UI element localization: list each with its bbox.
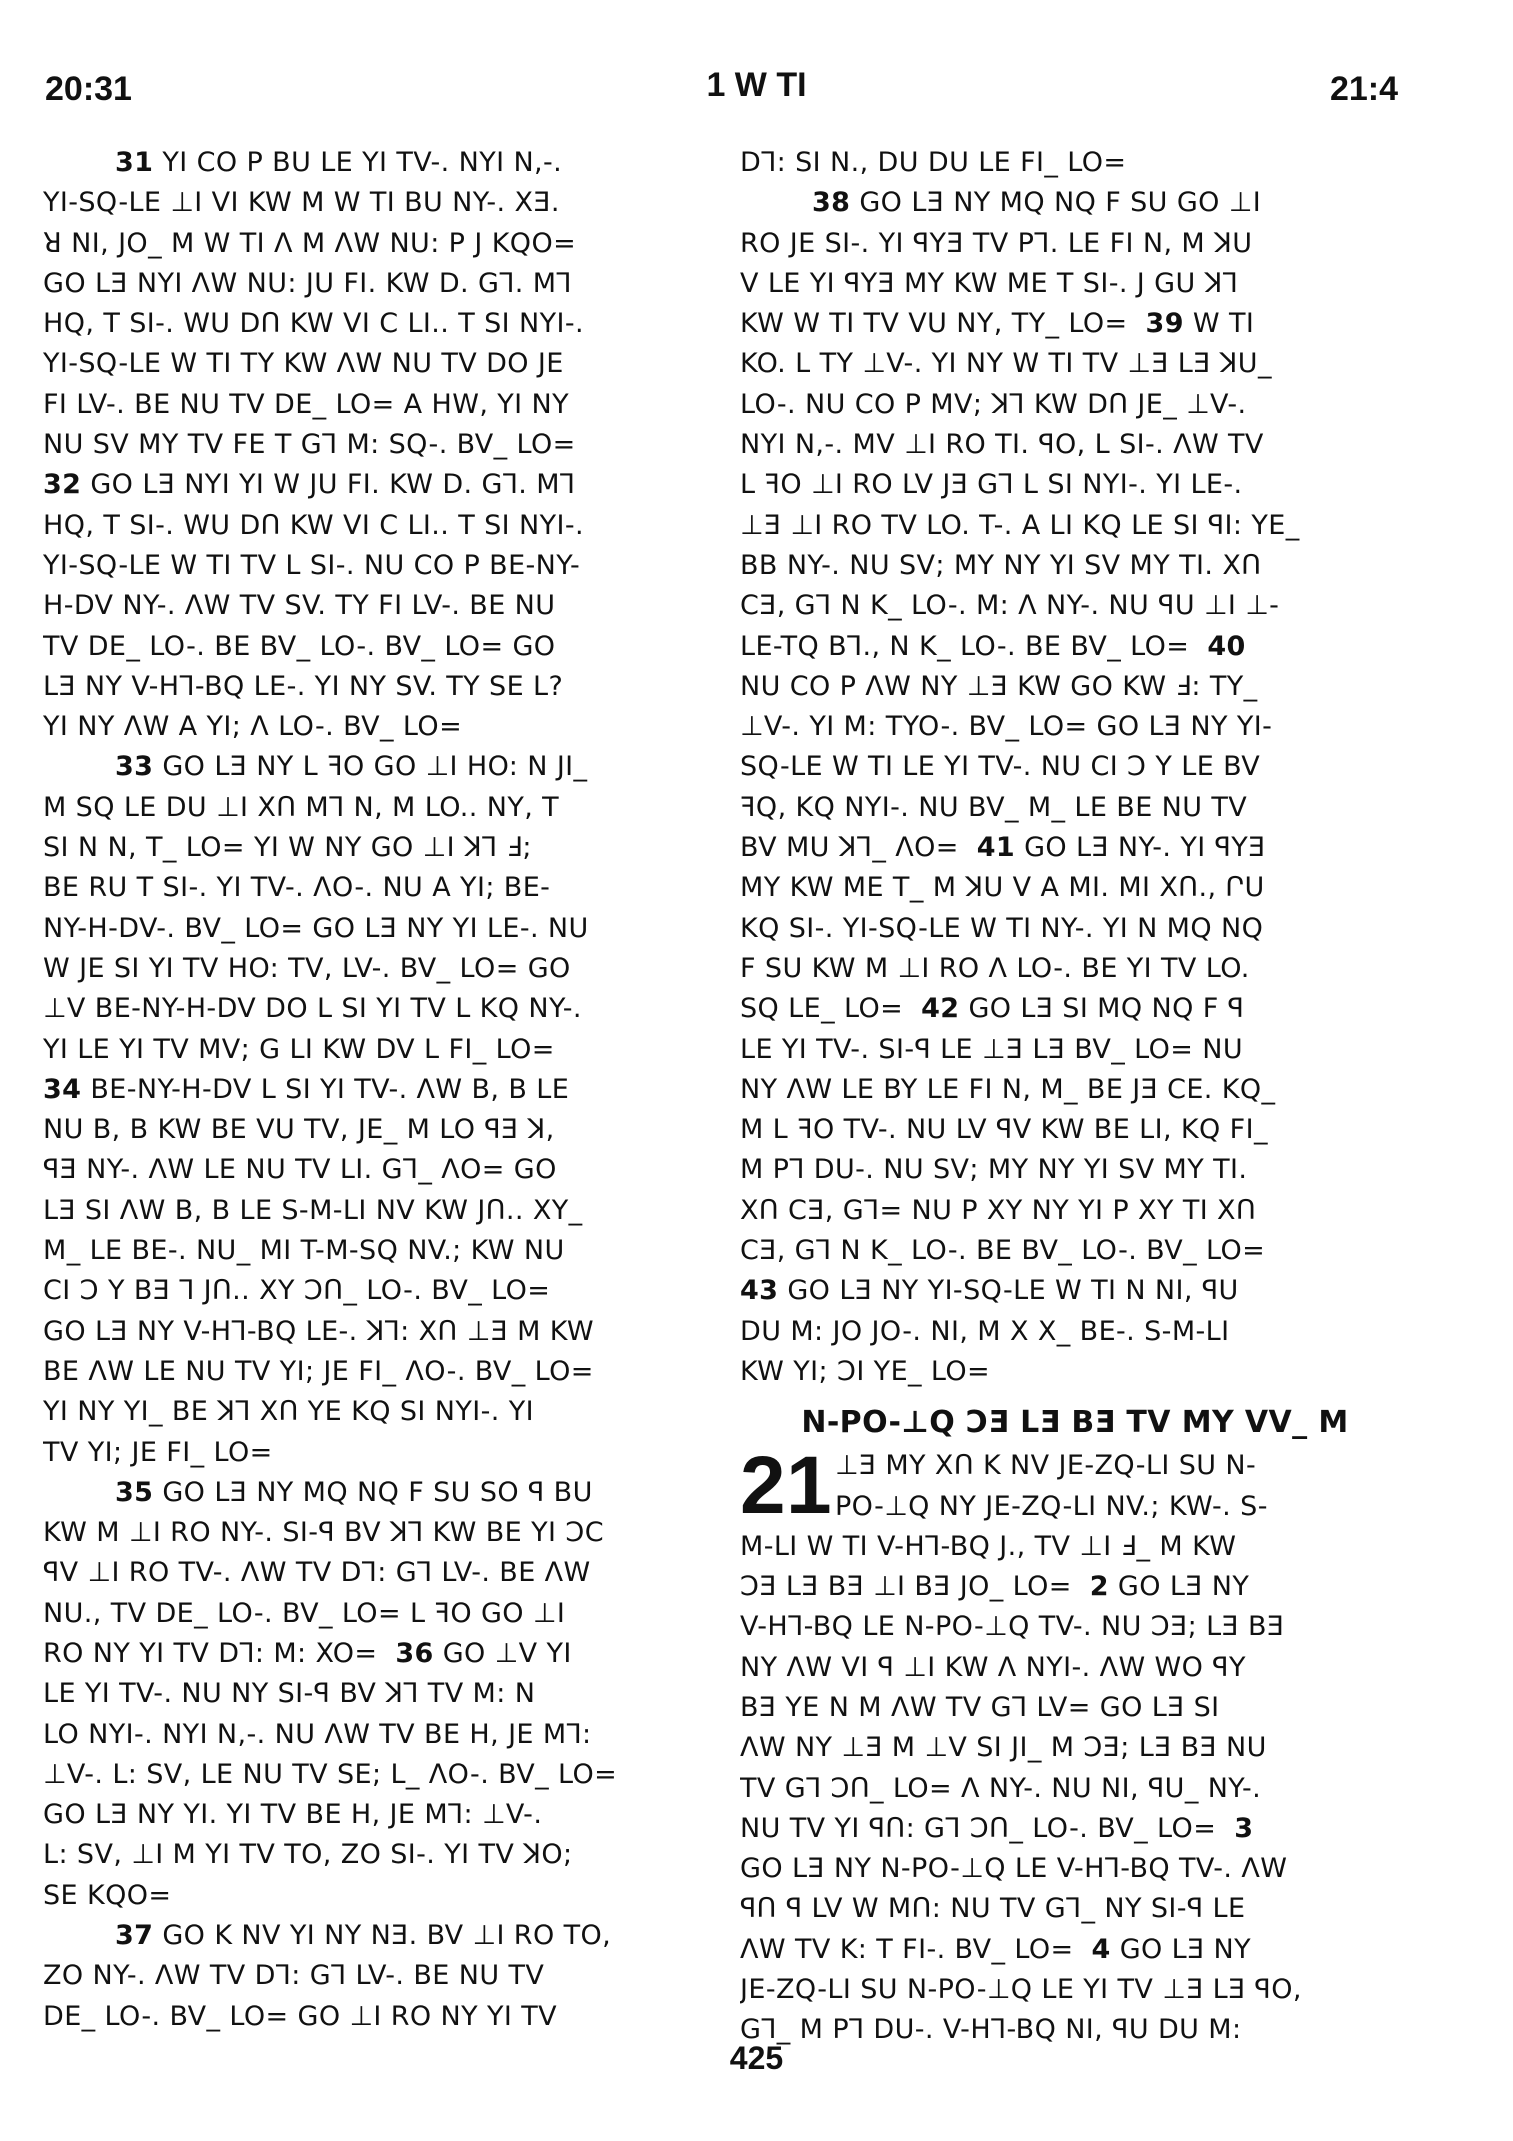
text-line: [43, 143, 713, 183]
text-line: [43, 1755, 713, 1795]
text-line: [43, 1876, 713, 1916]
verse-text: V LE YI ꟼYƎ MY KW ME T SI-. J GU ꓘ⅂: [740, 267, 1239, 299]
text-line: [740, 304, 1410, 344]
verse-text: NY-H-DV-. BV_ LO= GO LƎ NY YI LE-. NU: [43, 912, 589, 944]
verse-text: ΛW NY ⊥Ǝ M ⊥V SI JI_ M ƆƎ; LƎ BƎ NU: [740, 1732, 1267, 1764]
text-line: [740, 909, 1410, 949]
verse-text: XՈ CƎ, G⅂= NU P XY NY YI P XY TI XՈ: [740, 1194, 1257, 1226]
verse-text: DE_ LO-. BV_ LO= GO ⊥I RO NY YI TV: [43, 2000, 557, 2032]
verse-text: YI NY ΛW A YI; Λ LO-. BV_ LO=: [43, 711, 463, 743]
verse-text: ⊥V BE-NY-H-DV DO L SI YI TV L KQ NY-.: [43, 993, 582, 1025]
verse-text: LO NYI-. NYI N,-. NU ΛW TV BE H, JE M⅂:: [43, 1718, 592, 1750]
verse-text: M L ꟻO TV-. NU LV ꟼV KW BE LI, KQ FI_: [740, 1114, 1268, 1146]
verse-text: LO-. NU CO P MV; ꓘ⅂ KW DՈ JE_ ⊥V-.: [740, 388, 1247, 420]
text-line: [43, 1916, 713, 1956]
verse-text: BE RU T SI-. YI TV-. ΛO-. NU A YI; BE-: [43, 872, 551, 904]
chapter-heading: N-PO-⊥Q ƆƎ LƎ BƎ TV MY VV_ M: [801, 1405, 1349, 1441]
verse-text: GO LƎ NY: [1108, 1571, 1250, 1603]
verse-text: NY ΛW VI ꟼ ⊥I KW Λ NYI-. ΛW WO ꟼY: [740, 1651, 1246, 1683]
text-line: [740, 828, 1410, 868]
text-line: [740, 264, 1410, 304]
text-line: [43, 344, 713, 384]
verse-text: PO-⊥Q NY JE-ZQ-LI NV.; KW-. S-: [835, 1490, 1268, 1522]
text-line: [740, 1607, 1410, 1647]
text-line: [740, 465, 1410, 505]
text-line: [740, 788, 1410, 828]
text-line: [740, 1150, 1410, 1190]
verse-text: NU., TV DE_ LO-. BV_ LO= L ꟻO GO ⊥I: [43, 1597, 566, 1629]
text-line: [43, 1150, 713, 1190]
verse-text: L ꟻO ⊥I RO LV JƎ G⅂ L SI NYI-. YI LE-.: [740, 469, 1243, 501]
text-line: [43, 909, 713, 949]
right-text-column: [740, 143, 1410, 2051]
verse-number: 39: [1145, 308, 1184, 340]
verse-text: YI-SQ-LE W TI TY KW ΛW NU TV DO JE: [43, 348, 564, 380]
verse-text: KW YI; ƆI YE_ LO=: [740, 1355, 991, 1387]
verse-text: BB NY-. NU SV; MY NY YI SV MY TI. XՈ: [740, 549, 1262, 581]
verse-number: 32: [43, 469, 82, 501]
text-line: [740, 1352, 1410, 1392]
verse-text: GO LƎ NY-. YI ꟼYƎ: [1015, 832, 1266, 864]
text-line: [43, 1191, 713, 1231]
verse-text: SQ-LE W TI LE YI TV-. NU CI Ɔ Y LE BV: [740, 751, 1261, 783]
verse-text: GO LƎ NY N-PO-⊥Q LE V-H⅂-BQ TV-. ΛW: [740, 1853, 1288, 1885]
text-line: [740, 949, 1410, 989]
text-line: [43, 1473, 713, 1513]
verse-text: ⊥Ǝ MY XՈ K NV JE-ZQ-LI SU N-: [835, 1450, 1257, 1482]
verse-text: NU TV YI ꟼՈ: G⅂ ƆՈ_ LO-. BV_ LO=: [740, 1812, 1217, 1844]
verse-text: YI-SQ-LE W TI TV L SI-. NU CO P BE-NY-: [43, 549, 581, 581]
verse-text: M P⅂ DU-. NU SV; MY NY YI SV MY TI.: [740, 1154, 1248, 1186]
verse-text: HQ, T SI-. WU DՈ KW VI C LI.. T SI NYI-.: [43, 509, 584, 541]
verse-text: YI-SQ-LE ⊥I VI KW M W TI BU NY-. XƎ.: [43, 187, 560, 219]
text-line: [43, 1433, 713, 1473]
text-line: [740, 1110, 1410, 1150]
verse-text: SE KQO=: [43, 1879, 172, 1911]
verse-text: GO LƎ NY MQ NQ F SU SO ꟼ BU: [153, 1476, 593, 1508]
text-line: [740, 1889, 1410, 1929]
text-line: [740, 1191, 1410, 1231]
text-line: [43, 1231, 713, 1271]
text-line: [43, 1070, 713, 1110]
text-line: [740, 1487, 1410, 1527]
verse-text: HQ, T SI-. WU DՈ KW VI C LI.. T SI NYI-.: [43, 308, 584, 340]
text-line: [740, 1446, 1410, 1486]
text-line: [740, 1688, 1410, 1728]
text-line: [43, 667, 713, 707]
text-line: [740, 1648, 1410, 1688]
text-line: [740, 344, 1410, 384]
text-line: [43, 1674, 713, 1714]
text-line: [43, 1997, 713, 2037]
verse-text: GO LƎ NY MQ NQ F SU GO ⊥I: [850, 187, 1262, 219]
chapter-body: [740, 1440, 1410, 2050]
verse-text: GO K NV YI NY NƎ. BV ⊥I RO TO,: [153, 1920, 612, 1952]
text-line: [43, 385, 713, 425]
verse-text: ꟼՈ ꟼ LV W MՈ: NU TV G⅂_ NY SI-ꟼ LE: [740, 1893, 1246, 1925]
verse-text: H-DV NY-. ΛW TV SV. TY FI LV-. BE NU: [43, 590, 556, 622]
verse-number: 4: [1091, 1933, 1111, 1965]
verse-text: M-LI W TI V-H⅂-BQ J., TV ⊥I Ⅎ_ M KW: [740, 1530, 1237, 1562]
verse-text: V-H⅂-BQ LE N-PO-⊥Q TV-. NU ƆƎ; LƎ BƎ: [740, 1611, 1285, 1643]
running-head-right: 21:4: [1329, 70, 1398, 108]
text-line: [43, 949, 713, 989]
verse-number: 41: [976, 832, 1016, 864]
text-line: [740, 1809, 1410, 1849]
text-line: [43, 586, 713, 626]
verse-number: 35: [115, 1476, 154, 1508]
text-line: [740, 868, 1410, 908]
verse-text: LE YI TV-. NU NY SI-ꟼ BV ꓘ⅂ TV M: N: [43, 1678, 536, 1710]
verse-text: YI LE YI TV MV; G LI KW DV L FI_ LO=: [43, 1033, 555, 1065]
text-line: [740, 546, 1410, 586]
text-line: [43, 1110, 713, 1150]
text-line: [740, 506, 1410, 546]
text-line: [43, 989, 713, 1029]
verse-number: 31: [115, 147, 154, 178]
verse-text: KW M ⊥I RO NY-. SI-ꟼ BV ꓘ⅂ KW BE YI ƆC: [43, 1517, 605, 1549]
text-line: [740, 1030, 1410, 1070]
verse-number: 33: [115, 751, 154, 783]
verse-text: GO LƎ NYI YI W JU FI. KW D. G⅂. M⅂: [81, 469, 576, 501]
verse-text: ꟼV ⊥I RO TV-. ΛW TV D⅂: G⅂ LV-. BE ΛW: [43, 1557, 591, 1589]
verse-text: F SU KW M ⊥I RO Λ LO-. BE YI TV LO.: [740, 952, 1250, 984]
verse-number: 3: [1234, 1812, 1254, 1844]
verse-text: CI Ɔ Y BƎ ⅂ JՈ.. XY ƆՈ_ LO-. BV_ LO=: [43, 1275, 551, 1307]
verse-text: SI N N, T_ LO= YI W NY GO ⊥I ꓘ⅂ Ⅎ;: [43, 832, 532, 864]
text-line: [43, 1513, 713, 1553]
text-line: [740, 183, 1410, 223]
text-line: [740, 1070, 1410, 1110]
text-line: [740, 224, 1410, 264]
text-line: [43, 1835, 713, 1875]
text-line: [43, 264, 713, 304]
text-line: [740, 667, 1410, 707]
verse-text: KW W TI TV VU NY, TY_ LO=: [740, 308, 1128, 340]
text-line: [43, 1553, 713, 1593]
verse-text: NU B, B KW BE VU TV, JE_ M LO ꟼƎ ꓘ,: [43, 1114, 555, 1146]
text-line: [740, 1567, 1410, 1607]
verse-text: ꟼƎ NY-. ΛW LE NU TV LI. G⅂_ ΛO= GO: [43, 1154, 557, 1186]
verse-text: YI NY YI_ BE ꓘ⅂ XՈ YE KQ SI NYI-. YI: [43, 1396, 534, 1428]
verse-text: ΛW TV K: T FI-. BV_ LO=: [740, 1933, 1074, 1965]
running-head-left: 20:31: [45, 70, 132, 108]
verse-number: 42: [921, 993, 960, 1025]
text-line: [740, 1849, 1410, 1889]
verse-text: SQ LE_ LO=: [740, 993, 904, 1025]
verse-text: JE-ZQ-LI SU N-PO-⊥Q LE YI TV ⊥Ǝ LƎ ꟼO,: [740, 1974, 1302, 2006]
verse-text: W TI: [1183, 308, 1255, 340]
text-line: [740, 1527, 1410, 1567]
verse-text: MY KW ME T_ M ꓘU V A MI. MI XՈ., ՐU: [740, 872, 1265, 904]
text-line: [43, 304, 713, 344]
text-line: [43, 1312, 713, 1352]
text-line: [43, 1715, 713, 1755]
verse-text: DU M: JO JO-. NI, M X X_ BE-. S-M-LI: [740, 1315, 1230, 1347]
book-title: 1 W TI: [706, 66, 807, 104]
text-line: [43, 506, 713, 546]
verse-number: 36: [395, 1637, 434, 1669]
verse-number: 43: [740, 1275, 779, 1307]
text-line: [740, 747, 1410, 787]
page-number: 425: [729, 2040, 784, 2076]
verse-text: LƎ SI ΛW B, B LE S-M-LI NV KW JՈ.. XY_: [43, 1194, 583, 1226]
verse-text: LE-TQ B⅂., N K_ LO-. BE BV_ LO=: [740, 630, 1190, 662]
text-line: [740, 1769, 1410, 1809]
text-line: [740, 143, 1410, 183]
text-line: [43, 1795, 713, 1835]
verse-text: G⅂_ M P⅂ DU-. V-H⅂-BQ NI, ꟼU DU M:: [740, 2014, 1242, 2046]
verse-text: ZO NY-. ΛW TV D⅂: G⅂ LV-. BE NU TV: [43, 1960, 545, 1992]
text-line: [43, 627, 713, 667]
text-line: [740, 1312, 1410, 1352]
verse-text: YI CO P BU LE YI TV-. NYI N,-.: [153, 147, 563, 178]
text-line: [43, 828, 713, 868]
verse-number: 38: [812, 187, 851, 219]
verse-number: 37: [115, 1920, 154, 1952]
verse-text: RO JE SI-. YI ꟼYƎ TV P⅂. LE FI N, M ꓘU: [740, 227, 1253, 259]
verse-text: ꟻQ, KQ NYI-. NU BV_ M_ LE BE NU TV: [740, 791, 1248, 823]
text-line: [740, 1970, 1410, 2010]
verse-text: BƎ YE N M ΛW TV G⅂ LV= GO LƎ SI: [740, 1691, 1220, 1723]
verse-text: GO LƎ NY L ꟻO GO ⊥I HO: N JI_: [153, 751, 588, 783]
verse-text: ƆƎ LƎ BƎ ⊥I BƎ JO_ LO=: [740, 1571, 1072, 1603]
verse-text: TV YI; JE FI_ LO=: [43, 1436, 273, 1468]
verse-text: ⊥Ǝ ⊥I RO TV LO. T-. A LI KQ LE SI ꟼI: YE_: [740, 509, 1300, 541]
verse-text: GO LƎ NY YI. YI TV BE H, JE M⅂: ⊥V-.: [43, 1799, 543, 1831]
text-line: [43, 1634, 713, 1674]
text-line: [740, 1271, 1410, 1311]
verse-text: ⊥V-. YI M: TYO-. BV_ LO= GO LƎ NY YI-: [740, 711, 1273, 743]
text-line: [740, 1728, 1410, 1768]
text-line: [43, 546, 713, 586]
verse-text: W JE SI YI TV HO: TV, LV-. BV_ LO= GO: [43, 952, 571, 984]
verse-text: RO NY YI TV D⅂: M: XO=: [43, 1637, 378, 1669]
verse-text: CƎ, G⅂ N K_ LO-. M: Λ NY-. NU ꟼU ⊥I ⊥-: [740, 590, 1280, 622]
text-line: [740, 1231, 1410, 1271]
verse-text: KO. L TY ⊥V-. YI NY W TI TV ⊥Ǝ LƎ ꓘU_: [740, 348, 1272, 380]
verse-number: 40: [1207, 630, 1246, 662]
text-line: [43, 1392, 713, 1432]
verse-number: 2: [1089, 1571, 1109, 1603]
verse-text: TV DE_ LO-. BE BV_ LO-. BV_ LO= GO: [43, 630, 556, 662]
verse-text: GO LƎ NY V-H⅂-BQ LE-. ꓘ⅂: XՈ ⊥Ǝ M KW: [43, 1315, 594, 1347]
text-line: [43, 1956, 713, 1996]
verse-text: CƎ, G⅂ N K_ LO-. BE BV_ LO-. BV_ LO=: [740, 1235, 1266, 1267]
verse-text: TV G⅂ ƆՈ_ LO= Λ NY-. NU NI, ꟼU_ NY-.: [740, 1772, 1262, 1804]
text-line: [43, 425, 713, 465]
text-line: [43, 868, 713, 908]
verse-number: 34: [43, 1073, 82, 1105]
verse-text: D⅂: SI N., DU DU LE FI_ LO=: [740, 147, 1127, 178]
text-line: [43, 1352, 713, 1392]
verse-text: KQ SI-. YI-SQ-LE W TI NY-. YI N MQ NQ: [740, 912, 1264, 944]
verse-text: BV MU ꓘ⅂_ ΛO=: [740, 832, 959, 864]
verse-text: GO LƎ NY: [1110, 1933, 1252, 1965]
verse-text: NU CO P ΛW NY ⊥Ǝ KW GO KW Ⅎ: TY_: [740, 670, 1258, 702]
verse-text: ꓤ NI, JO_ M W TI Λ M ΛW NU: P J KQO=: [43, 227, 577, 259]
verse-text: BE-NY-H-DV L SI YI TV-. ΛW B, B LE: [81, 1073, 570, 1105]
text-line: [740, 425, 1410, 465]
text-line: [740, 385, 1410, 425]
left-text-column: [43, 143, 713, 2037]
verse-text: GO ⊥V YI: [433, 1637, 572, 1669]
verse-text: ⊥V-. L: SV, LE NU TV SE; L_ ΛO-. BV_ LO=: [43, 1758, 618, 1790]
verse-text: GO LƎ SI MQ NQ F ꟼ: [959, 993, 1245, 1025]
text-line: [43, 788, 713, 828]
text-line: [43, 707, 713, 747]
verse-text: M_ LE BE-. NU_ MI T-M-SQ NV.; KW NU: [43, 1235, 565, 1267]
verse-text: NU SV MY TV FE T G⅂ M: SQ-. BV_ LO=: [43, 429, 576, 461]
chapter-number: 21: [740, 1440, 833, 1532]
verse-text: NYI N,-. MV ⊥I RO TI. ꟼO, L SI-. ΛW TV: [740, 429, 1264, 461]
verse-text: GO LƎ NYI ΛW NU: JU FI. KW D. G⅂. M⅂: [43, 267, 572, 299]
text-line: [740, 1930, 1410, 1970]
text-line: [43, 465, 713, 505]
verse-text: LE YI TV-. SI-ꟼ LE ⊥Ǝ LƎ BV_ LO= NU: [740, 1033, 1243, 1065]
verse-text: L: SV, ⊥I M YI TV TO, ZO SI-. YI TV ꓘO;: [43, 1839, 573, 1871]
text-line: [43, 224, 713, 264]
text-line: [43, 747, 713, 787]
text-line: [43, 1271, 713, 1311]
verse-text: FI LV-. BE NU TV DE_ LO= A HW, YI NY: [43, 388, 570, 420]
text-line: [740, 707, 1410, 747]
verse-text: LƎ NY V-H⅂-BQ LE-. YI NY SV. TY SE L?: [43, 670, 564, 702]
text-line: [740, 989, 1410, 1029]
verse-text: GO LƎ NY YI-SQ-LE W TI N NI, ꟼU: [778, 1275, 1239, 1307]
verse-text: BE ΛW LE NU TV YI; JE FI_ ΛO-. BV_ LO=: [43, 1355, 594, 1387]
text-line: [740, 586, 1410, 626]
verse-text: M SQ LE DU ⊥I XՈ M⅂ N, M LO.. NY, T: [43, 791, 560, 823]
text-line: [740, 627, 1410, 667]
verse-text: NY ΛW LE BY LE FI N, M_ BE JƎ CE. KQ_: [740, 1073, 1276, 1105]
text-line: [43, 1030, 713, 1070]
text-line: [43, 1594, 713, 1634]
text-line: [43, 183, 713, 223]
